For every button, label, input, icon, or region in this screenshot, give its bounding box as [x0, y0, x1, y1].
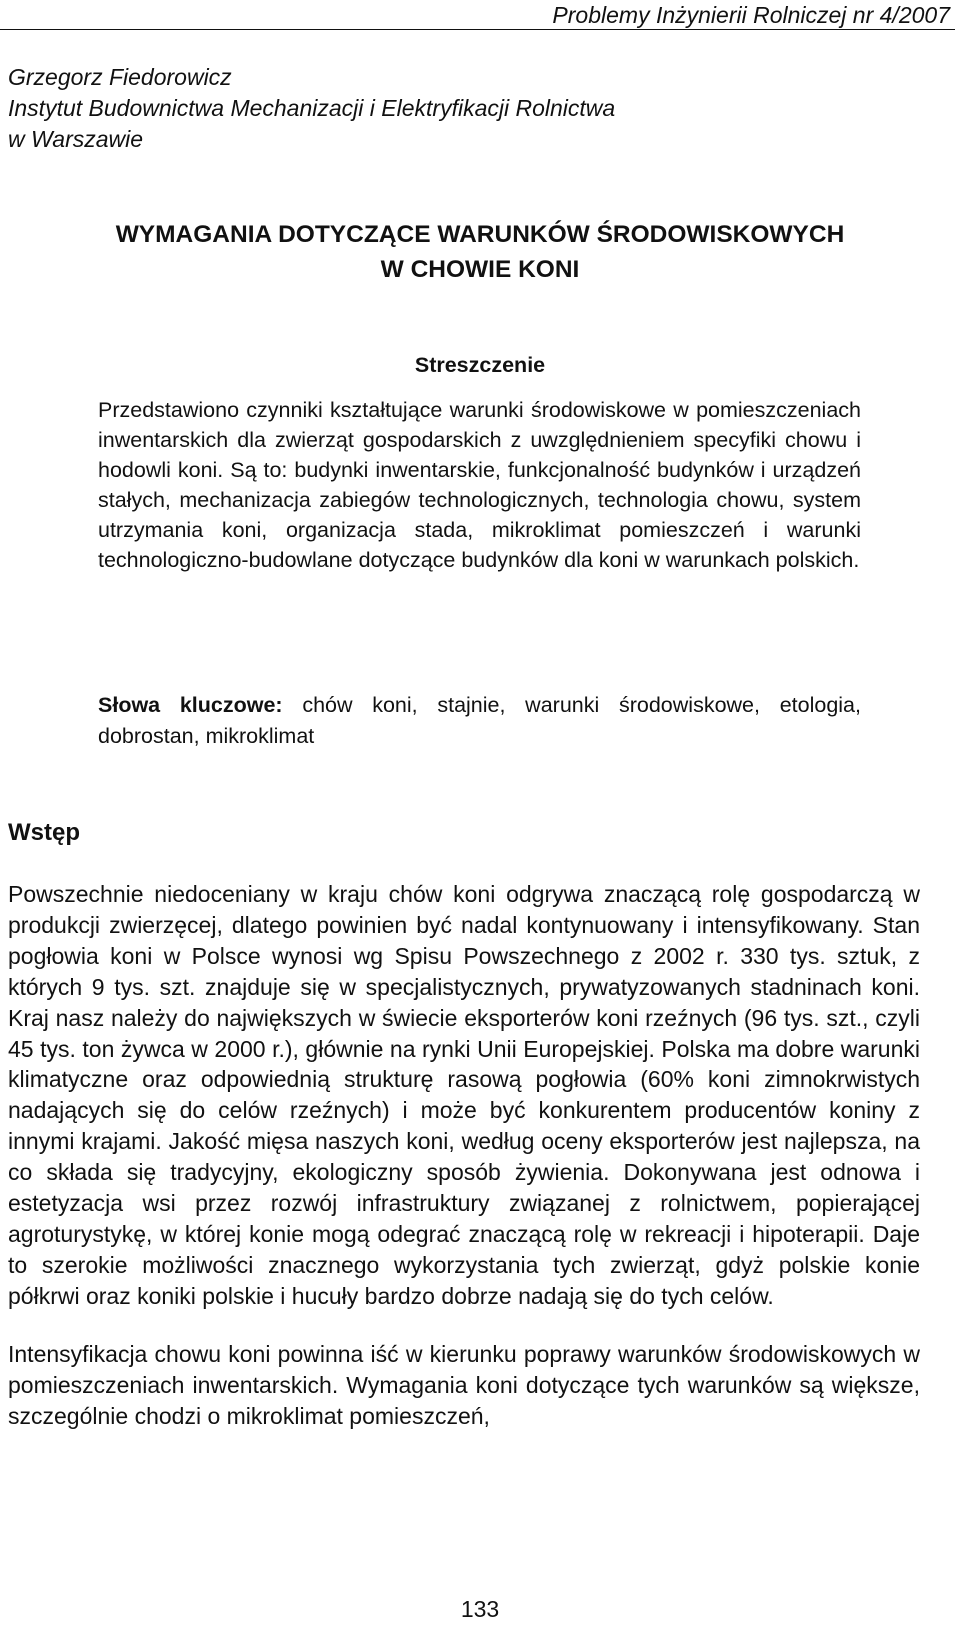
- paper-title-line-2: W CHOWIE KONI: [380, 256, 580, 283]
- page-number: 133: [460, 1596, 500, 1622]
- abstract-heading: Streszczenie: [414, 353, 546, 377]
- author-block: [8, 62, 615, 155]
- section-body: [8, 879, 920, 1431]
- author-city: w Warszawie: [8, 126, 144, 152]
- body-paragraph-2: Intensyfikacja chowu koni powinna iść w kierunku poprawy warunków środowiskowych w pomieszczeniach inwentarskich. Wymagania koni dotyczące tych warunków są większe, szczególnie chodzi o mikroklimat pomieszczeń,: [8, 1340, 920, 1429]
- body-paragraph-1: Powszechnie niedoceniany w kraju chów koni odgrywa znaczącą rolę gospodarczą w produkcji zwierzęcej, dlatego powinien być nadal kontynuowany i intensyfikowany. Stan pogłowia koni w Polsce wynosi wg Spisu Powszechnego z 2002 r. 330 tys. sztuk, z których 9 tys. szt. znajduje się w specjalistycznych, prywatyzowanych stadninach koni. Kraj nasz należy do największych w świecie eksporterów koni rzeźnych (96 tys. szt., czyli 45 tys. ton żywca w 2000 r.), głównie na rynki Unii Europejskiej. Polska ma dobre warunki klimatyczne oraz odpowiednią strukturę rasową pogłowia (60% koni zimnokrwistych nadających się do celów rzeźnych) i może być konkurentem producentów koniny z innymi krajami. Jakość mięsa naszych koni, według oceny eksporterów jest najlepsza, na co składa się tradycyjny, ekologiczny sposób żywienia. Dokonywana jest odnowa i estetyzacja wsi przez rozwój infrastruktury związanej z rolnictwem, popierającej agroturystykę, w której konie mogą odegrać znaczącą rolę w rekreacji i hipoterapii. Daje to szerokie możliwości znacznego wykorzystania tych zwierząt, gdyż polskie konie półkrwi oraz koniki polskie i hucuły bardzo dobrze nadają się do tych celów.: [8, 881, 920, 1309]
- author-name: Grzegorz Fiedorowicz: [8, 64, 232, 90]
- header-rule: [0, 29, 955, 30]
- section-heading: Wstęp: [8, 819, 80, 846]
- abstract-text: Przedstawiono czynniki kształtujące warunki środowiskowe w pomieszczeniach inwentarskich dla zwierząt gospodarskich z uwzględnieniem specyfiki chowu i hodowli koni. Są to: budynki inwentarskie, funkcjonalność budynków i urządzeń stałych, mechanizacja zabiegów technologicznych, technologia chowu, system utrzymania koni, organizacja stada, mikroklimat pomieszczeń i warunki technologiczno-budowlane dotyczące budynków dla koni w warunkach polskich.: [98, 398, 861, 572]
- author-institute: Instytut Budownictwa Mechanizacji i Elektryfikacji Rolnictwa: [8, 95, 616, 121]
- keywords-text: chów koni, stajnie, warunki środowiskowe, etologia, dobrostan, mikroklimat: [98, 693, 861, 748]
- paper-title-line-1: WYMAGANIA DOTYCZĄCE WARUNKÓW ŚRODOWISKOWYCH: [115, 221, 845, 248]
- paper-title: [0, 217, 960, 287]
- journal-header: Problemy Inżynierii Rolniczej nr 4/2007: [552, 2, 950, 28]
- keywords-label: Słowa kluczowe:: [98, 693, 283, 717]
- keywords: [98, 690, 861, 752]
